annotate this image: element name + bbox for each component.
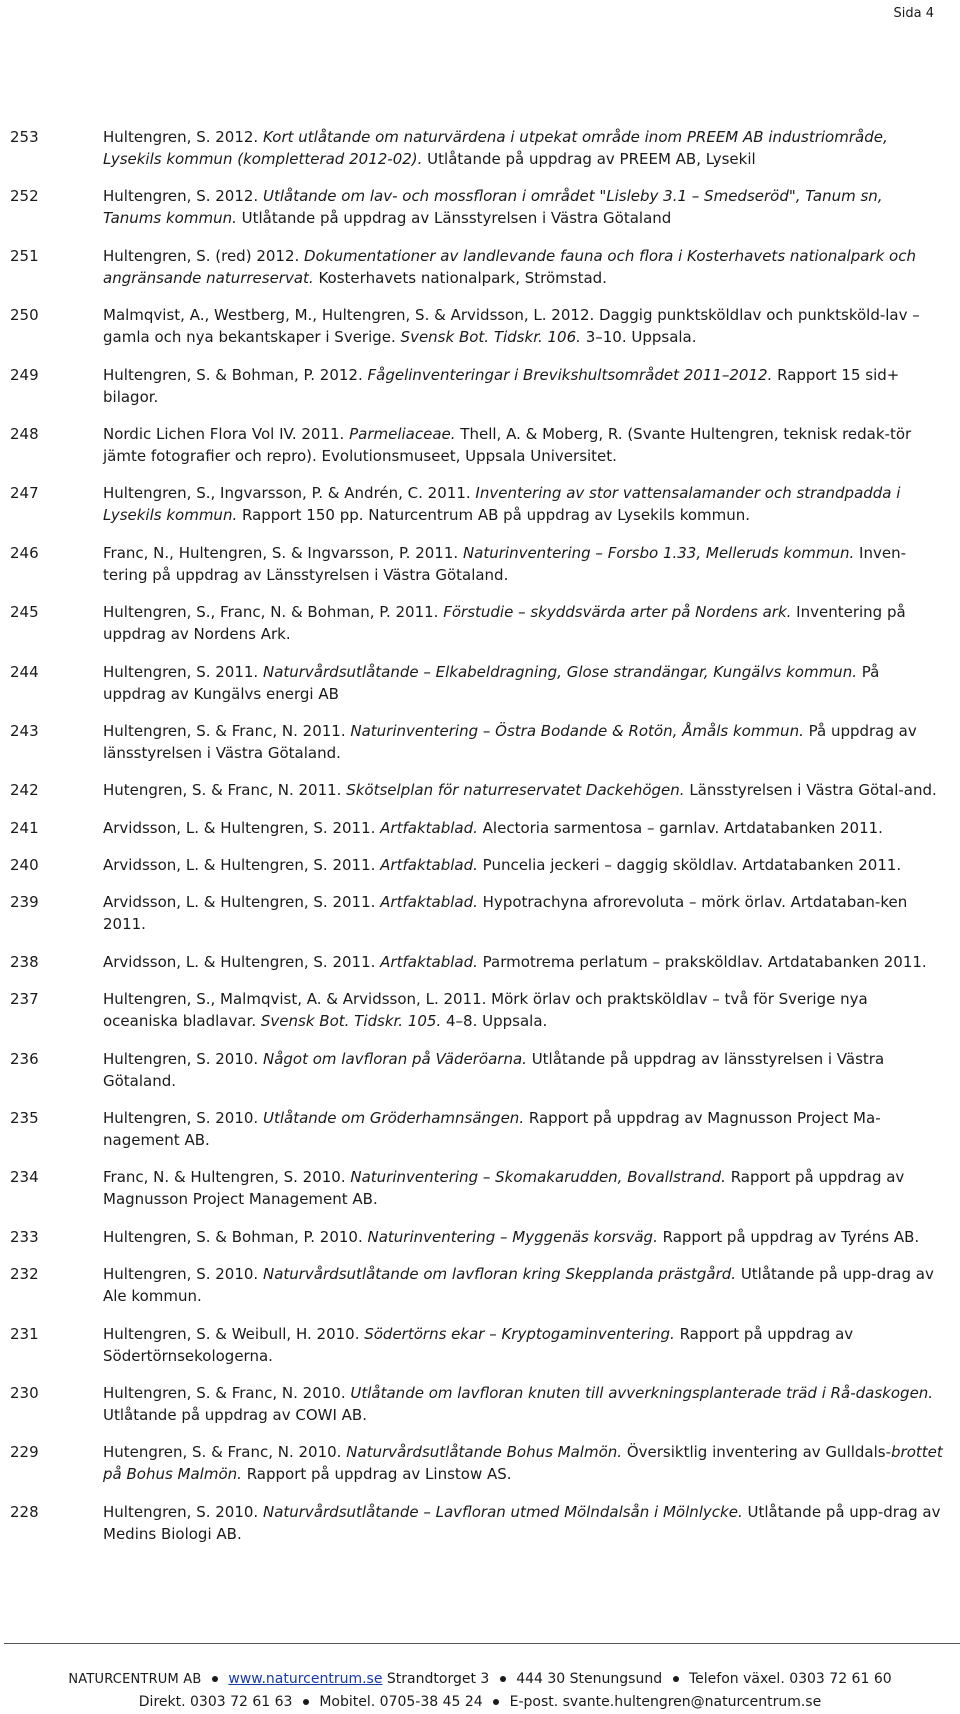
bullet-icon	[212, 1676, 218, 1682]
reference-segment: Alectoria sarmentosa – garnlav. Artdatabanken 2011.	[477, 818, 883, 837]
reference-title: Naturinventering – Östra Bodande & Rotön, Åmåls kommun.	[350, 721, 804, 740]
reference-entry	[10, 185, 945, 229]
reference-segment: Arvidsson, L. & Hultengren, S. 2011.	[103, 818, 381, 837]
reference-segment: Rapport 150 pp. Naturcentrum AB på uppdrag av Lysekils kommun.	[237, 506, 751, 525]
footer-line-1	[0, 1668, 960, 1691]
reference-number: 234	[10, 1168, 39, 1187]
reference-segment: Hultengren, S. 2012.	[103, 128, 263, 146]
reference-entry	[10, 304, 945, 348]
reference-entry	[10, 1323, 945, 1367]
reference-title: Förstudie – skyddsvärda arter på Nordens ark.	[443, 603, 792, 622]
reference-title: Inventering av stor vattensalamander och strandpadda i Lysekils kommun.	[103, 484, 901, 525]
reference-title: Naturinventering – Skomakarudden, Bovallstrand.	[350, 1168, 726, 1187]
reference-title: Dokumentationer av landlevande fauna och flora i Kosterhavets nationalpark och angränsande naturreservat.	[103, 246, 916, 287]
reference-segment: Hultengren, S. 2010.	[103, 1109, 263, 1128]
footer-mobile: Mobitel. 0705-38 45 24	[319, 1694, 483, 1710]
reference-entry	[10, 1263, 945, 1307]
reference-segment: Malmqvist, A., Westberg, M., Hultengren, S. & Arvidsson, L. 2012. Daggig punktsköldlav och punktsköld-lav – gamla och nya bekantskaper i Sverige.	[103, 306, 920, 347]
reference-segment: Utlåtande på uppdrag av PREEM AB, Lysekil	[422, 150, 756, 168]
reference-text	[103, 720, 945, 764]
reference-number: 243	[10, 721, 39, 740]
reference-entry	[10, 601, 945, 645]
reference-segment: Hultengren, S. 2010.	[103, 1265, 263, 1284]
reference-title: Naturinventering – Forsbo 1.33, Melleruds kommun.	[462, 543, 855, 562]
reference-text	[103, 1501, 945, 1545]
reference-number: 232	[10, 1265, 39, 1284]
reference-text	[103, 482, 945, 526]
reference-entry	[10, 1048, 945, 1092]
reference-segment: Hultengren, S. 2010.	[103, 1049, 263, 1068]
reference-segment: På uppdrag av Kungälvs energi AB	[103, 662, 880, 703]
reference-text	[103, 1226, 945, 1248]
reference-text	[103, 854, 945, 876]
footer-company: NATURCENTRUM AB	[68, 1672, 202, 1687]
reference-entry	[10, 1226, 945, 1248]
reference-number: 237	[10, 990, 39, 1009]
reference-text	[103, 817, 945, 839]
reference-number: 251	[10, 246, 39, 265]
reference-entry	[10, 482, 945, 526]
footer-address: Strandtorget 3	[386, 1671, 490, 1687]
reference-segment: Hultengren, S. (red) 2012.	[103, 246, 305, 265]
reference-number: 244	[10, 662, 39, 681]
footer-phone: Telefon växel. 0303 72 61 60	[688, 1671, 892, 1687]
reference-text	[103, 364, 945, 408]
reference-title: Utlåtande om lavfloran knuten till avverkningsplanterade träd i Rå-daskogen.	[350, 1383, 934, 1402]
reference-segment: Rapport på uppdrag av Södertörnsekologerna.	[103, 1324, 854, 1365]
reference-text	[103, 304, 945, 348]
reference-segment: Hultengren, S. 2011.	[103, 662, 263, 681]
reference-title: Naturvårdsutlåtande – Lavfloran utmed Mölndalsån i Mölnlycke.	[262, 1502, 743, 1521]
reference-entry	[10, 779, 945, 801]
reference-segment: Franc, N., Hultengren, S. & Ingvarsson, P. 2011.	[103, 543, 463, 562]
reference-number: 238	[10, 952, 39, 971]
reference-segment: Hultengren, S., Malmqvist, A. & Arvidsson, L. 2011. Mörk örlav och praktsköldlav – två för Sverige nya oceaniska bladlavar.	[103, 990, 868, 1031]
reference-title: Artfaktablad.	[380, 818, 478, 837]
reference-segment: Puncelia jeckeri – daggig sköldlav. Artdatabanken 2011.	[477, 856, 902, 875]
reference-title: Naturvårdsutlåtande – Elkabeldragning, Glose strandängar, Kungälvs kommun.	[262, 662, 857, 681]
reference-title: brottet på Bohus Malmön.	[103, 1443, 943, 1484]
reference-title: Svensk Bot. Tidskr. 105.	[260, 1012, 442, 1031]
reference-segment: Franc, N. & Hultengren, S. 2010.	[103, 1168, 351, 1187]
reference-segment: Utlåtande på upp-drag av Medins Biologi AB.	[103, 1502, 941, 1543]
bullet-icon	[673, 1676, 679, 1682]
reference-number: 242	[10, 781, 39, 800]
reference-list	[10, 126, 945, 1560]
reference-segment: Hutengren, S. & Franc, N. 2011.	[103, 781, 347, 800]
reference-segment: Hultengren, S. & Weibull, H. 2010.	[103, 1324, 365, 1343]
reference-title: Svensk Bot. Tidskr. 106.	[400, 328, 581, 347]
reference-number: 230	[10, 1383, 39, 1402]
reference-title: Naturvårdsutlåtande Bohus Malmön.	[346, 1443, 623, 1462]
reference-text	[103, 1048, 945, 1092]
reference-segment: På uppdrag av länsstyrelsen i Västra Götaland.	[103, 721, 917, 762]
reference-text	[103, 951, 945, 973]
reference-text	[103, 542, 945, 586]
page-number: Sida 4	[893, 6, 934, 21]
reference-segment: Inventering på uppdrag av Nordens Ark.	[103, 603, 906, 644]
reference-text	[103, 1263, 945, 1307]
reference-text	[103, 601, 945, 645]
reference-segment: Rapport på uppdrag av Magnusson Project Management AB.	[103, 1168, 905, 1209]
footer-direct: Direkt. 0303 72 61 63	[138, 1694, 293, 1710]
reference-entry	[10, 817, 945, 839]
bullet-icon	[500, 1676, 506, 1682]
reference-number: 229	[10, 1443, 39, 1462]
reference-segment: Hypotrachyna afrorevoluta – mörk örlav. Artdataban-ken 2011.	[103, 893, 908, 934]
reference-entry	[10, 1107, 945, 1151]
reference-entry	[10, 951, 945, 973]
footer-divider	[4, 1643, 960, 1644]
reference-text	[103, 1441, 945, 1485]
reference-number: 240	[10, 856, 39, 875]
reference-title: Naturvårdsutlåtande om lavfloran kring Skepplanda prästgård.	[262, 1265, 737, 1284]
reference-title: Naturinventering – Myggenäs korsväg.	[367, 1227, 658, 1246]
reference-entry	[10, 126, 945, 170]
reference-segment: Rapport på uppdrag av Linstow AS.	[241, 1465, 512, 1484]
reference-segment: Rapport 15 sid+ bilagor.	[103, 365, 900, 406]
reference-text	[103, 779, 945, 801]
reference-entry	[10, 854, 945, 876]
reference-segment: Hultengren, S. & Franc, N. 2010.	[103, 1383, 351, 1402]
reference-title: Utlåtande om lav- och mossfloran i området "Lisleby 3.1 – Smedseröd", Tanum sn, Tanums kommun.	[103, 187, 883, 228]
reference-segment: Parmotrema perlatum – praksköldlav. Artdatabanken 2011.	[477, 952, 927, 971]
reference-entry	[10, 720, 945, 764]
reference-entry	[10, 1382, 945, 1426]
reference-text	[103, 988, 945, 1032]
reference-segment: Inven-tering på uppdrag av Länsstyrelsen i Västra Götaland.	[103, 543, 907, 584]
reference-segment: Rapport på uppdrag av Tyréns AB.	[657, 1227, 920, 1246]
reference-segment: Hultengren, S., Ingvarsson, P. & Andrén, C. 2011.	[103, 484, 476, 503]
reference-text	[103, 1323, 945, 1367]
bullet-icon	[493, 1699, 499, 1705]
reference-entry	[10, 891, 945, 935]
reference-title: Kort utlåtande om naturvärdena i utpekat område inom PREEM AB industriområde, Lysekils kommun (kompletterad 2012-02).	[103, 128, 888, 168]
reference-segment: Arvidsson, L. & Hultengren, S. 2011.	[103, 893, 381, 912]
reference-title: Parmeliaceae.	[349, 424, 456, 443]
reference-number: 246	[10, 543, 39, 562]
footer	[0, 1668, 960, 1713]
reference-text	[103, 185, 945, 229]
reference-title: Artfaktablad.	[380, 856, 478, 875]
reference-number: 231	[10, 1324, 39, 1343]
reference-entry	[10, 661, 945, 705]
reference-text	[103, 1166, 945, 1210]
reference-entry	[10, 542, 945, 586]
reference-title: Något om lavfloran på Väderöarna.	[262, 1049, 527, 1068]
reference-entry	[10, 988, 945, 1032]
reference-number: 249	[10, 365, 39, 384]
reference-entry	[10, 245, 945, 289]
reference-segment: Nordic Lichen Flora Vol IV. 2011.	[103, 424, 350, 443]
reference-number: 252	[10, 187, 39, 206]
reference-text	[103, 1382, 945, 1426]
reference-number: 239	[10, 893, 39, 912]
footer-line-2	[0, 1691, 960, 1713]
reference-text	[103, 126, 945, 170]
footer-postal: 444 30 Stenungsund	[516, 1671, 663, 1687]
reference-segment: Arvidsson, L. & Hultengren, S. 2011.	[103, 952, 381, 971]
reference-text	[103, 661, 945, 705]
bullet-icon	[303, 1699, 309, 1705]
reference-segment: Hultengren, S. 2010.	[103, 1502, 263, 1521]
reference-segment: Länsstyrelsen i Västra Götal-and.	[684, 781, 937, 800]
reference-text	[103, 245, 945, 289]
reference-segment: Hultengren, S. 2012.	[103, 187, 263, 206]
reference-title: Södertörns ekar – Kryptogaminventering.	[364, 1324, 675, 1343]
reference-text	[103, 1107, 945, 1151]
reference-number: 235	[10, 1109, 39, 1128]
reference-segment: Hultengren, S. & Franc, N. 2011.	[103, 721, 351, 740]
reference-text	[103, 891, 945, 935]
footer-website-link[interactable]: www.naturcentrum.se	[228, 1671, 383, 1687]
reference-segment: Rapport på uppdrag av Magnusson Project Ma-nagement AB.	[103, 1109, 881, 1150]
reference-segment: 4–8. Uppsala.	[441, 1012, 548, 1031]
reference-entry	[10, 1166, 945, 1210]
reference-segment: Kosterhavets nationalpark, Strömstad.	[313, 268, 607, 287]
reference-number: 250	[10, 306, 39, 325]
footer-email: E-post. svante.hultengren@naturcentrum.se	[509, 1694, 822, 1710]
reference-number: 245	[10, 603, 39, 622]
reference-number: 233	[10, 1227, 39, 1246]
reference-segment: Utlåtande på upp-drag av Ale kommun.	[103, 1265, 934, 1306]
reference-title: Utlåtande om Gröderhamnsängen.	[262, 1109, 525, 1128]
reference-segment: Hutengren, S. & Franc, N. 2010.	[103, 1443, 347, 1462]
reference-entry	[10, 1501, 945, 1545]
reference-segment: Översiktlig inventering av Gulldals-	[622, 1443, 892, 1462]
reference-segment: Utlåtande på uppdrag av Länsstyrelsen i Västra Götaland	[236, 209, 672, 228]
reference-segment: Hultengren, S., Franc, N. & Bohman, P. 2011.	[103, 603, 444, 622]
reference-segment: Utlåtande på uppdrag av COWI AB.	[103, 1405, 367, 1424]
reference-number: 247	[10, 484, 39, 503]
reference-text	[103, 423, 945, 467]
reference-number: 253	[10, 128, 39, 146]
reference-segment: 3–10. Uppsala.	[580, 328, 697, 347]
reference-entry	[10, 423, 945, 467]
reference-segment: Utlåtande på uppdrag av länsstyrelsen i Västra Götaland.	[103, 1049, 885, 1090]
reference-title: Artfaktablad.	[380, 893, 478, 912]
reference-title: Fågelinventeringar i Brevikshultsområdet 2011–2012.	[367, 365, 773, 384]
reference-number: 236	[10, 1049, 39, 1068]
reference-segment: Hultengren, S. & Bohman, P. 2010.	[103, 1227, 368, 1246]
reference-entry	[10, 364, 945, 408]
reference-title: Skötselplan för naturreservatet Dackehögen.	[346, 781, 685, 800]
reference-entry	[10, 1441, 945, 1485]
reference-number: 241	[10, 818, 39, 837]
reference-segment: Arvidsson, L. & Hultengren, S. 2011.	[103, 856, 381, 875]
reference-segment: Thell, A. & Moberg, R. (Svante Hultengren, teknisk redak-tör jämte fotografier och repro). Evolutionsmuseet, Uppsala Universitet.	[103, 424, 912, 465]
reference-number: 228	[10, 1502, 39, 1521]
reference-number: 248	[10, 424, 39, 443]
reference-title: Artfaktablad.	[380, 952, 478, 971]
reference-segment: Hultengren, S. & Bohman, P. 2012.	[103, 365, 368, 384]
